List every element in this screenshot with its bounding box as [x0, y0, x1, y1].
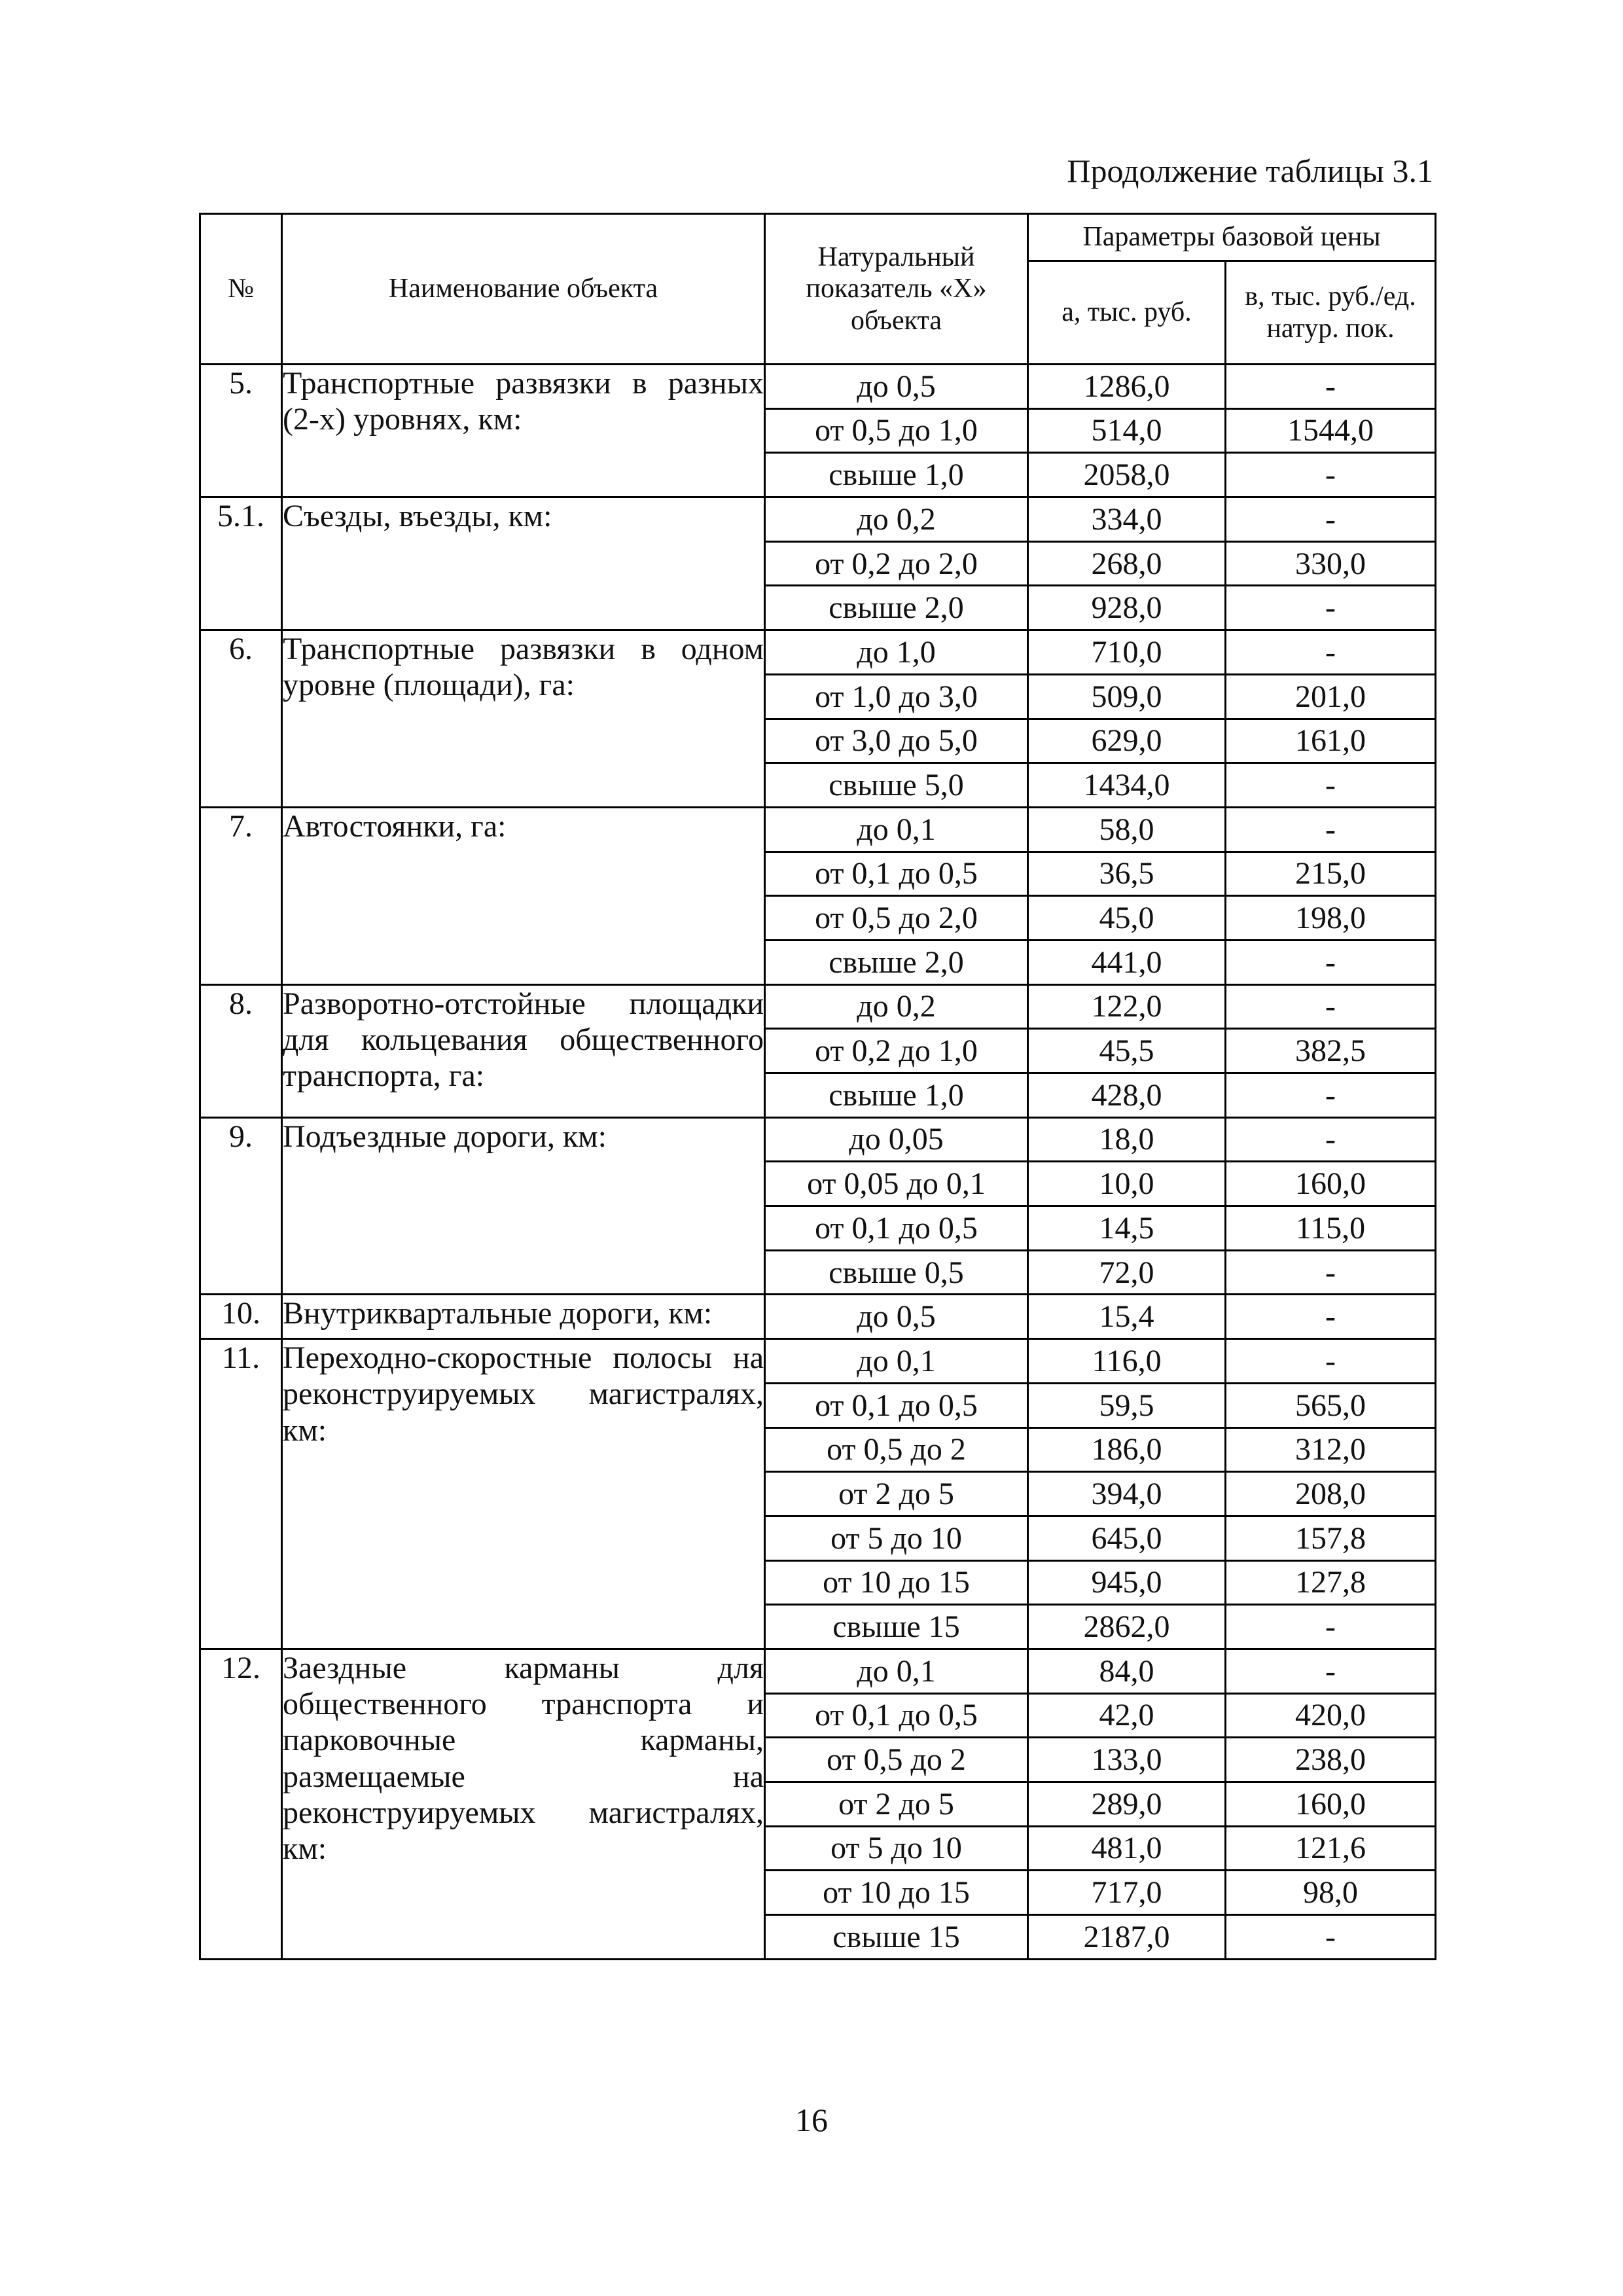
- indicator-range: от 1,0 до 3,0: [765, 674, 1028, 719]
- object-name: Транспортные развязки в одном уровне (площади), га:: [282, 630, 765, 808]
- indicator-range: от 0,5 до 1,0: [765, 408, 1028, 453]
- param-b-value: -: [1226, 586, 1436, 630]
- object-name: Разворотно-отстойные площадки для кольцевания общественного транспорта, га:: [282, 984, 765, 1117]
- indicator-range: от 0,2 до 2,0: [765, 541, 1028, 586]
- param-b-value: 330,0: [1226, 541, 1436, 586]
- header-b: в, тыс. руб./ед. натур. пок.: [1226, 261, 1436, 365]
- indicator-range: от 0,5 до 2,0: [765, 896, 1028, 941]
- indicator-range: до 1,0: [765, 630, 1028, 675]
- param-a-value: 441,0: [1028, 940, 1226, 984]
- indicator-range: свыше 1,0: [765, 453, 1028, 497]
- indicator-range: свыше 2,0: [765, 586, 1028, 630]
- object-name: Автостоянки, га:: [282, 807, 765, 984]
- table-row: [200, 807, 1436, 852]
- param-b-value: 160,0: [1226, 1162, 1436, 1206]
- param-a-value: 1434,0: [1028, 763, 1226, 808]
- object-name: Съезды, въезды, км:: [282, 497, 765, 630]
- param-a-value: 10,0: [1028, 1162, 1226, 1206]
- table-row: [200, 1295, 1436, 1339]
- param-a-value: 186,0: [1028, 1427, 1226, 1472]
- indicator-range: от 0,1 до 0,5: [765, 852, 1028, 896]
- param-a-value: 629,0: [1028, 719, 1226, 763]
- param-a-value: 133,0: [1028, 1738, 1226, 1782]
- indicator-range: до 0,1: [765, 1649, 1028, 1693]
- param-a-value: 36,5: [1028, 852, 1226, 896]
- param-b-value: -: [1226, 1915, 1436, 1960]
- indicator-range: свыше 15: [765, 1605, 1028, 1649]
- table-row: [200, 1649, 1436, 1693]
- indicator-range: от 10 до 15: [765, 1871, 1028, 1915]
- param-a-value: 72,0: [1028, 1250, 1226, 1295]
- param-b-value: -: [1226, 1339, 1436, 1384]
- param-a-value: 481,0: [1028, 1826, 1226, 1871]
- indicator-range: от 0,5 до 2: [765, 1427, 1028, 1472]
- param-b-value: -: [1226, 940, 1436, 984]
- param-a-value: 428,0: [1028, 1073, 1226, 1118]
- indicator-range: от 0,1 до 0,5: [765, 1693, 1028, 1738]
- header-num: №: [200, 214, 282, 365]
- object-number: 8.: [200, 984, 282, 1117]
- indicator-range: от 5 до 10: [765, 1516, 1028, 1560]
- param-b-value: 201,0: [1226, 674, 1436, 719]
- table-row: [200, 630, 1436, 675]
- param-a-value: 268,0: [1028, 541, 1226, 586]
- param-a-value: 334,0: [1028, 497, 1226, 542]
- param-b-value: -: [1226, 1250, 1436, 1295]
- param-b-value: -: [1226, 1649, 1436, 1693]
- param-b-value: 420,0: [1226, 1693, 1436, 1738]
- object-number: 11.: [200, 1339, 282, 1649]
- param-b-value: -: [1226, 453, 1436, 497]
- param-b-value: -: [1226, 807, 1436, 852]
- indicator-range: свыше 5,0: [765, 763, 1028, 808]
- object-name: Подъездные дороги, км:: [282, 1117, 765, 1295]
- object-name: Внутриквартальные дороги, км:: [282, 1295, 765, 1339]
- object-number: 5.: [200, 365, 282, 497]
- param-b-value: 1544,0: [1226, 408, 1436, 453]
- param-a-value: 289,0: [1028, 1782, 1226, 1827]
- object-name: Заездные карманы для общественного транспорта и парковочные карманы, размещаемые на реконструируемых магистралях, км:: [282, 1649, 765, 1959]
- param-b-value: -: [1226, 1073, 1436, 1118]
- indicator-range: свыше 2,0: [765, 940, 1028, 984]
- param-b-value: 161,0: [1226, 719, 1436, 763]
- param-b-value: 157,8: [1226, 1516, 1436, 1560]
- indicator-range: от 0,05 до 0,1: [765, 1162, 1028, 1206]
- table-caption: Продолжение таблицы 3.1: [1067, 152, 1433, 189]
- param-a-value: 45,0: [1028, 896, 1226, 941]
- param-b-value: 565,0: [1226, 1383, 1436, 1427]
- page-number: 16: [795, 2102, 828, 2138]
- param-b-value: -: [1226, 1117, 1436, 1162]
- param-a-value: 928,0: [1028, 586, 1226, 630]
- object-number: 6.: [200, 630, 282, 808]
- param-a-value: 509,0: [1028, 674, 1226, 719]
- indicator-range: свыше 0,5: [765, 1250, 1028, 1295]
- param-a-value: 14,5: [1028, 1206, 1226, 1251]
- indicator-range: от 0,1 до 0,5: [765, 1383, 1028, 1427]
- param-a-value: 59,5: [1028, 1383, 1226, 1427]
- param-a-value: 514,0: [1028, 408, 1226, 453]
- param-a-value: 58,0: [1028, 807, 1226, 852]
- indicator-range: от 5 до 10: [765, 1826, 1028, 1871]
- indicator-range: до 0,2: [765, 497, 1028, 542]
- indicator-range: от 2 до 5: [765, 1782, 1028, 1827]
- table-header: [200, 214, 1436, 365]
- table-row: [200, 497, 1436, 542]
- table-row: [200, 1339, 1436, 1384]
- header-indicator: Натуральный показатель «X» объекта: [765, 214, 1028, 365]
- param-a-value: 2058,0: [1028, 453, 1226, 497]
- param-a-value: 116,0: [1028, 1339, 1226, 1384]
- param-b-value: 121,6: [1226, 1826, 1436, 1871]
- object-number: 5.1.: [200, 497, 282, 630]
- param-a-value: 42,0: [1028, 1693, 1226, 1738]
- indicator-range: от 0,2 до 1,0: [765, 1029, 1028, 1073]
- param-b-value: 98,0: [1226, 1871, 1436, 1915]
- object-name: Транспортные развязки в разных (2-х) уровнях, км:: [282, 365, 765, 497]
- indicator-range: до 0,5: [765, 1295, 1028, 1339]
- param-b-value: -: [1226, 365, 1436, 409]
- indicator-range: от 10 до 15: [765, 1560, 1028, 1605]
- param-b-value: -: [1226, 497, 1436, 542]
- param-b-value: -: [1226, 630, 1436, 675]
- object-name: Переходно-скоростные полосы на реконструируемых магистралях, км:: [282, 1339, 765, 1649]
- param-b-value: 238,0: [1226, 1738, 1436, 1782]
- indicator-range: свыше 1,0: [765, 1073, 1028, 1118]
- object-number: 10.: [200, 1295, 282, 1339]
- param-a-value: 122,0: [1028, 984, 1226, 1029]
- table-body: [200, 365, 1436, 1960]
- param-a-value: 84,0: [1028, 1649, 1226, 1693]
- param-b-value: 312,0: [1226, 1427, 1436, 1472]
- indicator-range: до 0,05: [765, 1117, 1028, 1162]
- table-row: [200, 984, 1436, 1029]
- param-b-value: 208,0: [1226, 1472, 1436, 1516]
- object-number: 9.: [200, 1117, 282, 1295]
- header-params: Параметры базовой цены: [1028, 214, 1436, 261]
- param-b-value: -: [1226, 1295, 1436, 1339]
- param-b-value: -: [1226, 763, 1436, 808]
- param-a-value: 717,0: [1028, 1871, 1226, 1915]
- indicator-range: от 0,1 до 0,5: [765, 1206, 1028, 1251]
- param-b-value: 382,5: [1226, 1029, 1436, 1073]
- param-b-value: 127,8: [1226, 1560, 1436, 1605]
- param-b-value: 160,0: [1226, 1782, 1436, 1827]
- table-row: [200, 1117, 1436, 1162]
- param-a-value: 645,0: [1028, 1516, 1226, 1560]
- param-b-value: -: [1226, 984, 1436, 1029]
- param-a-value: 45,5: [1028, 1029, 1226, 1073]
- param-b-value: 215,0: [1226, 852, 1436, 896]
- param-a-value: 2862,0: [1028, 1605, 1226, 1649]
- indicator-range: свыше 15: [765, 1915, 1028, 1960]
- param-a-value: 1286,0: [1028, 365, 1226, 409]
- object-number: 7.: [200, 807, 282, 984]
- param-a-value: 710,0: [1028, 630, 1226, 675]
- table-row: [200, 365, 1436, 409]
- param-a-value: 18,0: [1028, 1117, 1226, 1162]
- object-number: 12.: [200, 1649, 282, 1959]
- indicator-range: от 3,0 до 5,0: [765, 719, 1028, 763]
- header-a: а, тыс. руб.: [1028, 261, 1226, 365]
- indicator-range: до 0,5: [765, 365, 1028, 409]
- param-a-value: 15,4: [1028, 1295, 1226, 1339]
- header-name: Наименование объекта: [282, 214, 765, 365]
- param-b-value: 198,0: [1226, 896, 1436, 941]
- indicator-range: до 0,1: [765, 807, 1028, 852]
- param-b-value: -: [1226, 1605, 1436, 1649]
- indicator-range: до 0,2: [765, 984, 1028, 1029]
- param-b-value: 115,0: [1226, 1206, 1436, 1251]
- indicator-range: от 2 до 5: [765, 1472, 1028, 1516]
- price-table: [199, 213, 1436, 1960]
- param-a-value: 945,0: [1028, 1560, 1226, 1605]
- param-a-value: 2187,0: [1028, 1915, 1226, 1960]
- indicator-range: до 0,1: [765, 1339, 1028, 1384]
- param-a-value: 394,0: [1028, 1472, 1226, 1516]
- indicator-range: от 0,5 до 2: [765, 1738, 1028, 1782]
